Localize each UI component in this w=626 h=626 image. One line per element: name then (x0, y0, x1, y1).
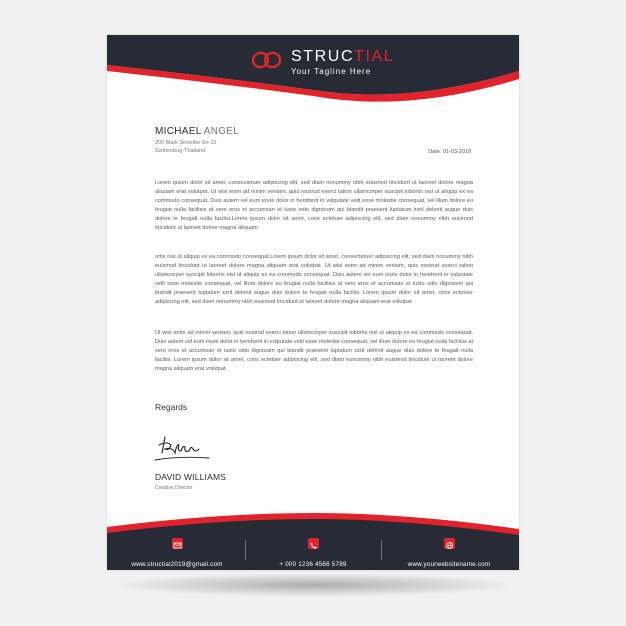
signer-name: DAVID WILLIAMS (155, 472, 227, 482)
footer-website (384, 538, 514, 568)
sender-last-name: ANGEL (203, 126, 240, 137)
footer-divider (381, 540, 382, 560)
closing-text: Regards (155, 402, 188, 412)
footer-phone (248, 538, 378, 568)
body-paragraph-1: Lorem ipsum dolor sit amet, consectetuer adipiscing elit, sed diam nonummy nibh euismod tincidunt ut laoreet dolore magna aliquam erat volutpat. Ut wisi enim ad minim veniam, quis nostrud exerci tation ullamcorper suscipit lobortis nisl ut aliquip ex ea commodo consequat. Duis autem vel eum iriure dolor in hendrerit in vulputate velit esse molestie consequat, vel illum dolore eu feugiat nulla facilisis at vero eros et accumsan et iusto odio dignissim qui blandit praesent luptatum zzril delenit augue duis dolore te feugait nulla facilisi.Lorem ipsum dolor sit amet, cons ectetuer adipiscing elit, sed diam nonummy nibh euismod tincidunt ut laoreet dolore magna aliquam. (155, 180, 473, 231)
letterhead-page (107, 35, 519, 570)
brand-logo (251, 47, 401, 77)
sender-name (155, 126, 239, 137)
footer-phone-text[interactable]: + 000 1236 4566 5789 (279, 561, 347, 568)
sender-first-name: MICHAEL (155, 126, 202, 137)
footer-email (112, 538, 242, 568)
body-paragraph-3: Ut wisi enim ad minim veniam, quis nostrud exerci tation ullamcorper suscipit lobortis nisl ut aliquip ex ea commodo consequat. Duis autem vel eum iriure dolor in hendrerit in vulputate velit esse molestie consequat, vel illum dolore eu feugiat nulla facilisis at vero eros et accumsan et iusto odio dignissim qui blandit praesent luptatum zzril delenit augue duis dolore te feugait nulla facilisi. Lorem ipsum dolor sit amet, cons ectetuer adipiscing elit, sed diam nonummy nibh euismod tincidunt ut laoreet dolore magna aliquam erat volutpat. (155, 330, 473, 372)
phone-icon (308, 538, 319, 549)
signature-image (151, 431, 213, 465)
brand-name-accent: TIAL (354, 48, 395, 65)
body-paragraph-2: ortis nisl ut aliquip ex ea commodo consequat.Lorem ipsum dolor sit amet, consectetuer adipiscing elit, sed diam nonummy nibh euismod tincidunt ut laoreet dolore magna aliquam erat volutpat. Ut wisi enim ad minim veniam, quis nostrud exerci tation ullamcorper suscipit lobortis nisl ut aliquip ex ea commodo consequat. Duis autem vel eum iriure dolor in hendrerit in vulputate velit esse molestie consequat, vel illum dolore eu feugiat nulla facilisis at vero eros et accumsan et iusto odio dignissim qui blandit praesent luptatum zzril delenit augue duis dolore te feugait nulla facilisi. Lorem ipsum dolor sit amet, cons ectetuer adipiscing elit, sed diam nonummy nibh euismod tincidunt ut laoreet dolore magna aliquam erat volutpat . (155, 254, 473, 305)
sender-address-line2: Gothenbug-Thailand (155, 148, 206, 154)
signer-title: Creative Director (155, 485, 193, 491)
footer-email-text[interactable]: www.structial2019@gmail.com (131, 561, 223, 568)
brand-name (291, 48, 394, 66)
letter-date: Date: 01-03-2019 (428, 149, 471, 155)
envelope-icon (172, 538, 183, 549)
brand-tagline: Your Tagline Here (291, 67, 372, 76)
page-shadow (120, 574, 506, 596)
brand-name-main: STRUC (291, 48, 355, 65)
footer-divider (245, 540, 246, 560)
sender-block (155, 126, 239, 155)
sender-address-line1: 200 Mark Streetbe Sn-12 (155, 140, 217, 146)
globe-icon (444, 538, 455, 549)
footer-website-text[interactable]: www.yourwebsitename.com (407, 561, 491, 568)
linked-rings-icon (251, 49, 283, 71)
